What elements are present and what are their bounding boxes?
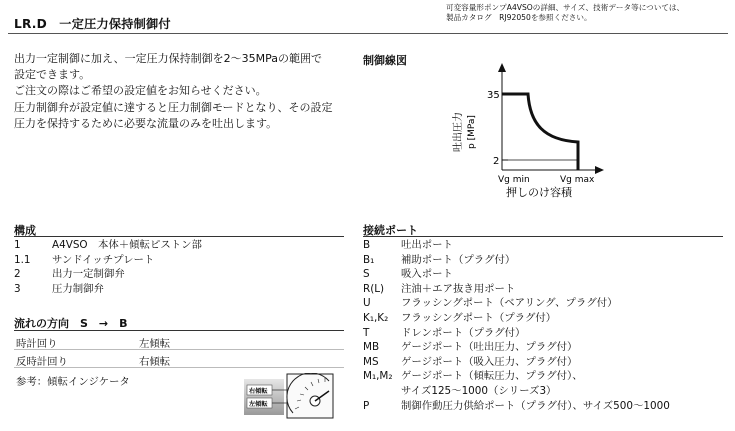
port-item: U フラッシングポート（ベアリング、プラグ付） — [363, 297, 618, 310]
indicator-label-panel — [244, 379, 284, 415]
port-item: M₁,M₂ ゲージポート（傾転圧力、プラグ付）、 — [363, 370, 583, 383]
port-item: R(L) 注油＋エア抜き用ポート — [363, 282, 516, 295]
flow-row-divider — [14, 367, 344, 368]
indicator-label-right: 右傾転 — [249, 388, 268, 395]
y-axis-arrow — [498, 63, 506, 72]
description-line: 圧力制御弁が設定値に達すると圧力制御モードとなり、その設定 — [14, 100, 333, 114]
flow-rotation-cw: 時計回り — [16, 338, 58, 350]
composition-heading: 構成 — [14, 224, 36, 237]
flow-direction-heading: 流れの方向 S → B — [14, 317, 128, 330]
port-item: MS ゲージポート（吸入圧力、プラグ付） — [363, 355, 578, 368]
tilt-indicator-reference: 参考：傾転インジケータ — [16, 376, 130, 388]
flow-tilt-right: 右傾転 — [139, 356, 171, 368]
description — [14, 51, 333, 132]
description-line: 圧力を保持するために必要な流量のみを吐出します。 — [14, 116, 278, 130]
y-axis-label: 吐出圧力 — [453, 112, 464, 152]
x-tick-label-min: Vg min — [498, 175, 530, 185]
x-axis-label: 押しのけ容積 — [506, 186, 572, 199]
port-item: MB ゲージポート（吐出圧力、プラグ付） — [363, 341, 578, 354]
x-tick-label-max: Vg max — [560, 175, 595, 185]
x-axis-arrow — [595, 166, 604, 174]
description-line: 出力一定制御に加え、一定圧力保持制御を2～35MPaの範囲で — [14, 52, 323, 65]
composition-item: 2 出力一定制御弁 — [14, 268, 125, 281]
flow-row-divider — [14, 349, 344, 350]
composition-item: 1.1 サンドイッチプレート — [14, 253, 155, 266]
port-item: B₁ 補助ポート（プラグ付） — [363, 253, 516, 266]
ports-list — [363, 238, 670, 413]
flow-rotation-ccw: 反時計回り — [16, 356, 68, 368]
flow-tilt-left: 左傾転 — [139, 338, 171, 350]
composition-item: 1 A4VSO 本体＋傾転ピストン部 — [14, 239, 202, 251]
ports-underline — [363, 236, 723, 237]
catalog-reference-note — [446, 3, 684, 23]
composition-list — [14, 238, 202, 296]
flow-underline — [14, 330, 344, 331]
ports-heading: 接続ポート — [363, 224, 418, 237]
y-tick-label-35: 35 — [487, 90, 500, 101]
title-divider — [8, 33, 728, 34]
note-line-2: 製品カタログ RJ92050を参照ください。 — [446, 13, 592, 22]
composition-item: 3 圧力制御弁 — [14, 282, 104, 295]
port-item: K₁,K₂ フラッシングポート（プラグ付） — [363, 311, 557, 324]
note-line-1: 可変容量形ポンプA4VSOの詳細、サイズ、技術データ等については、 — [446, 3, 685, 12]
tilt-indicator-illustration — [243, 373, 335, 419]
control-curve-chart — [440, 60, 610, 210]
page-title: LR.D 一定圧力保持制御付 — [14, 17, 171, 31]
control-curve-line — [502, 94, 578, 170]
port-item: サイズ125～1000（シリーズ3） — [401, 384, 557, 397]
port-item: T ドレンポート（プラグ付） — [363, 326, 526, 339]
composition-underline — [14, 236, 344, 237]
y-tick-label-2: 2 — [493, 156, 500, 167]
port-item: B 吐出ポート — [363, 239, 453, 251]
port-item: S 吸入ポート — [363, 268, 453, 281]
indicator-label-left: 左傾転 — [249, 401, 268, 408]
y-axis-unit: p [MPa] — [467, 115, 477, 149]
description-line: ご注文の際はご希望の設定値をお知らせください。 — [14, 84, 267, 98]
port-item: P 制御作動圧力供給ポート（プラグ付）、サイズ500～1000 — [363, 399, 670, 412]
control-curve-heading: 制御線図 — [363, 54, 407, 67]
description-line: 設定できます。 — [14, 68, 91, 82]
